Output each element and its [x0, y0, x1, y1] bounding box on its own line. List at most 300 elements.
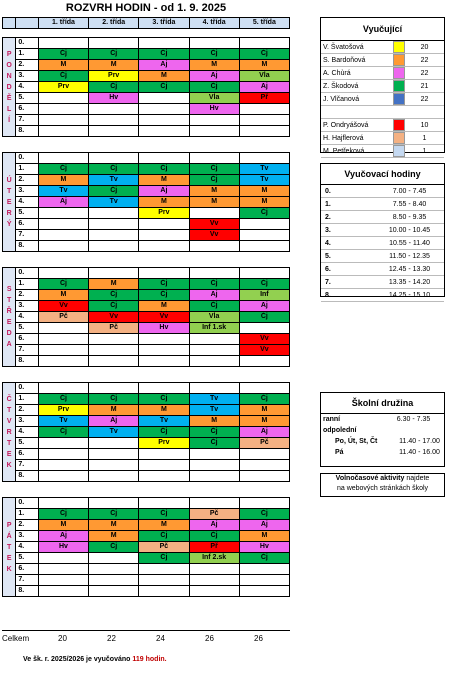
lesson-cell [38, 449, 88, 460]
period-row [3, 586, 290, 597]
lesson-cell [38, 93, 88, 104]
lesson-cell: Tv [189, 405, 239, 416]
lesson-cell: Čj [89, 290, 139, 301]
lesson-cell: Čj [139, 531, 189, 542]
schedule-table [2, 17, 290, 597]
time-row [321, 289, 444, 302]
time-range: 10.55 - 11.40 [389, 239, 430, 247]
class-header: 2. třída [89, 18, 139, 29]
lesson-cell [139, 383, 189, 394]
time-row [321, 198, 444, 211]
period-number: 7. [16, 115, 39, 126]
period-row [3, 93, 290, 104]
lesson-cell [38, 460, 88, 471]
time-row [321, 237, 444, 250]
lesson-cell [38, 219, 88, 230]
lesson-cell [239, 230, 289, 241]
period-number: 2. [16, 520, 39, 531]
lesson-cell [239, 323, 289, 334]
lesson-cell [38, 104, 88, 115]
period-row [3, 449, 290, 460]
lesson-cell: Tv [38, 416, 88, 427]
teacher-name: H. Hajflerová [323, 134, 364, 142]
period-number: 6. [16, 334, 39, 345]
lesson-cell [239, 460, 289, 471]
lesson-cell: Čj [139, 164, 189, 175]
lesson-cell: M [189, 416, 239, 427]
teacher-color-swatch [393, 67, 405, 79]
lesson-cell [139, 126, 189, 137]
lesson-cell: Čj [239, 49, 289, 60]
lesson-cell [89, 586, 139, 597]
period-number: 5. [16, 208, 39, 219]
class-header: 5. třída [239, 18, 289, 29]
druzina-row [321, 447, 444, 458]
period-row [3, 520, 290, 531]
period-number: 2. [16, 405, 39, 416]
period-row [3, 383, 290, 394]
lesson-cell [38, 553, 88, 564]
teacher-row [321, 106, 444, 119]
period-number: 3. [16, 416, 39, 427]
period-row [3, 498, 290, 509]
teacher-row [321, 54, 444, 67]
time-period: 3. [325, 226, 331, 234]
lesson-cell: Prv [139, 438, 189, 449]
lesson-cell [189, 471, 239, 482]
lesson-cell [38, 230, 88, 241]
period-row [3, 427, 290, 438]
lesson-cell [139, 153, 189, 164]
lesson-cell: Pč [38, 312, 88, 323]
lesson-cell [89, 383, 139, 394]
lesson-cell: Čj [139, 49, 189, 60]
day-label-text: ÚTERÝ [6, 176, 12, 228]
lesson-cell [139, 230, 189, 241]
lesson-cell: M [239, 186, 289, 197]
lesson-cell: M [89, 531, 139, 542]
period-number: 0. [16, 383, 39, 394]
lesson-cell [239, 115, 289, 126]
period-number: 2. [16, 290, 39, 301]
lesson-cell: Aj [38, 531, 88, 542]
lesson-cell: Čj [38, 164, 88, 175]
lesson-cell [89, 356, 139, 367]
time-row [321, 211, 444, 224]
lesson-cell [38, 345, 88, 356]
lesson-cell: Tv [38, 186, 88, 197]
period-row [3, 197, 290, 208]
lesson-cell: Inf [239, 290, 289, 301]
lesson-cell: Aj [139, 186, 189, 197]
lesson-cell: Tv [239, 164, 289, 175]
lesson-cell: M [239, 416, 289, 427]
footnote-text: Ve šk. r. 2025/2026 je vyučováno [23, 656, 131, 663]
lesson-cell: Čj [38, 509, 88, 520]
day-label [3, 268, 16, 367]
time-period: 2. [325, 213, 331, 221]
totals-row [2, 630, 290, 645]
lesson-cell: Aj [239, 520, 289, 531]
time-row [321, 185, 444, 198]
lesson-cell: Tv [139, 416, 189, 427]
period-number: 1. [16, 49, 39, 60]
lesson-cell [89, 345, 139, 356]
lesson-cell [239, 383, 289, 394]
teacher-color-swatch [393, 145, 405, 157]
lesson-cell: Čj [89, 394, 139, 405]
lesson-cell [189, 383, 239, 394]
teacher-row [321, 41, 444, 54]
lesson-cell [239, 586, 289, 597]
lesson-cell [89, 230, 139, 241]
lesson-cell: M [89, 520, 139, 531]
time-range: 13.35 - 14.20 [388, 278, 431, 286]
footnote [23, 656, 167, 663]
period-row [3, 115, 290, 126]
lesson-cell: Hv [89, 93, 139, 104]
lesson-cell [239, 498, 289, 509]
lesson-cell [139, 38, 189, 49]
period-row [3, 219, 290, 230]
period-number: 8. [16, 126, 39, 137]
lesson-cell [38, 115, 88, 126]
lesson-cell: Prv [89, 71, 139, 82]
lesson-cell: M [139, 175, 189, 186]
lesson-cell [189, 575, 239, 586]
teacher-color-swatch [393, 93, 405, 105]
teacher-hours: 22 [420, 56, 429, 64]
druzina-row [321, 425, 444, 436]
teacher-name: J. Vlčanová [323, 95, 360, 103]
lesson-cell: M [239, 60, 289, 71]
period-number: 4. [16, 82, 39, 93]
period-row [3, 471, 290, 482]
teacher-name: V. Švatošová [323, 43, 364, 51]
period-row [3, 60, 290, 71]
day-label [3, 383, 16, 482]
period-row [3, 49, 290, 60]
period-number: 4. [16, 312, 39, 323]
lesson-cell: Aj [189, 520, 239, 531]
period-row [3, 164, 290, 175]
period-number: 7. [16, 575, 39, 586]
period-row [3, 38, 290, 49]
volno-link-text: na webových stránkách školy [336, 485, 429, 492]
lesson-cell [38, 564, 88, 575]
lesson-cell [189, 586, 239, 597]
period-row [3, 509, 290, 520]
lesson-cell [89, 126, 139, 137]
lesson-cell: Čj [89, 301, 139, 312]
lesson-cell: Aj [38, 197, 88, 208]
lesson-cell: Tv [89, 175, 139, 186]
lesson-cell: Aj [239, 301, 289, 312]
lesson-cell: Čj [139, 394, 189, 405]
lesson-cell: Čj [38, 279, 88, 290]
period-number: 6. [16, 219, 39, 230]
lesson-cell [89, 471, 139, 482]
lesson-cell [239, 564, 289, 575]
lesson-cell [38, 241, 88, 252]
day-label-text: ČTVRTEK [6, 395, 12, 469]
lesson-cell: Inf 2.sk [189, 553, 239, 564]
period-row [3, 230, 290, 241]
lesson-cell: M [189, 186, 239, 197]
period-number: 0. [16, 153, 39, 164]
footnote-hours: 119 hodin. [132, 656, 167, 663]
period-number: 5. [16, 438, 39, 449]
druzina-title: Školní družina [321, 393, 444, 414]
lesson-cell [239, 471, 289, 482]
lesson-cell: Hv [239, 542, 289, 553]
teacher-row [321, 67, 444, 80]
lesson-cell: Čj [239, 553, 289, 564]
lesson-cell [189, 268, 239, 279]
lesson-cell: Čj [89, 509, 139, 520]
lesson-cell: Aj [139, 60, 189, 71]
lesson-cell [38, 383, 88, 394]
lesson-cell [89, 334, 139, 345]
teacher-color-swatch [393, 54, 405, 66]
class-header: 3. třída [139, 18, 189, 29]
period-row [3, 241, 290, 252]
lesson-cell: Vv [38, 301, 88, 312]
druzina-label: ranní [323, 416, 341, 423]
time-period: 8. [325, 291, 331, 299]
period-number: 1. [16, 279, 39, 290]
period-row [3, 208, 290, 219]
teacher-name: M. Petřeková [323, 147, 365, 155]
lesson-cell: Aj [89, 416, 139, 427]
period-row [3, 564, 290, 575]
period-number: 5. [16, 323, 39, 334]
lesson-cell: Vv [239, 334, 289, 345]
lesson-cell [189, 115, 239, 126]
period-number: 6. [16, 449, 39, 460]
lesson-cell: Vv [139, 312, 189, 323]
time-row [321, 276, 444, 289]
times-title: Vyučovací hodiny [321, 164, 444, 185]
teacher-name: A. Chùrá [323, 69, 351, 77]
lesson-cell: M [38, 520, 88, 531]
lesson-cell [189, 126, 239, 137]
period-number: 1. [16, 509, 39, 520]
page-title: ROZVRH HODIN - od 1. 9. 2025 [65, 2, 227, 14]
lesson-cell: Aj [239, 427, 289, 438]
period-number: 5. [16, 553, 39, 564]
period-row [3, 312, 290, 323]
lesson-cell [38, 471, 88, 482]
lesson-cell: Čj [189, 175, 239, 186]
period-number: 0. [16, 498, 39, 509]
period-number: 0. [16, 38, 39, 49]
teacher-row [321, 80, 444, 93]
lesson-cell: Čj [189, 427, 239, 438]
lesson-cell: M [38, 290, 88, 301]
lesson-cell: M [89, 405, 139, 416]
lesson-cell [139, 564, 189, 575]
lesson-cell: M [189, 197, 239, 208]
period-number: 4. [16, 197, 39, 208]
lesson-cell [189, 449, 239, 460]
druzina-time: 6.30 - 7.35 [396, 416, 431, 423]
period-row [3, 323, 290, 334]
lesson-cell: Pč [139, 542, 189, 553]
period-number: 8. [16, 356, 39, 367]
period-number: 4. [16, 542, 39, 553]
lesson-cell [38, 498, 88, 509]
teacher-name: S. Bardoňová [323, 56, 366, 64]
lesson-cell [38, 334, 88, 345]
lesson-cell: Tv [189, 394, 239, 405]
lesson-cell: Čj [239, 394, 289, 405]
teacher-color-swatch [393, 80, 405, 92]
lesson-cell: Čj [38, 49, 88, 60]
lesson-cell [139, 449, 189, 460]
lesson-cell: Tv [89, 427, 139, 438]
teacher-row [321, 119, 444, 132]
total-value: 20 [58, 633, 67, 643]
lesson-cell: M [38, 60, 88, 71]
time-range: 12.45 - 13.30 [388, 265, 431, 273]
period-number: 1. [16, 394, 39, 405]
lesson-cell [38, 208, 88, 219]
druzina-time: 11.40 - 16.00 [399, 449, 440, 456]
druzina-row [321, 436, 444, 447]
lesson-cell: M [89, 60, 139, 71]
period-number: 7. [16, 230, 39, 241]
volno-text: najdete [404, 475, 430, 482]
lesson-cell: Čj [89, 542, 139, 553]
lesson-cell: Inf 1.sk [189, 323, 239, 334]
lesson-cell: Čj [89, 164, 139, 175]
period-row [3, 531, 290, 542]
period-row [3, 104, 290, 115]
lesson-cell [38, 153, 88, 164]
period-number: 5. [16, 93, 39, 104]
lesson-cell [38, 126, 88, 137]
lesson-cell [189, 356, 239, 367]
volno-panel [320, 473, 445, 497]
lesson-cell [239, 449, 289, 460]
time-period: 7. [325, 278, 331, 286]
lesson-cell [239, 38, 289, 49]
lesson-cell [139, 115, 189, 126]
lesson-cell [189, 564, 239, 575]
lesson-cell [38, 38, 88, 49]
lesson-cell: Prv [38, 82, 88, 93]
period-row [3, 268, 290, 279]
lesson-cell: M [139, 520, 189, 531]
lesson-cell [89, 115, 139, 126]
teacher-color-swatch [393, 41, 405, 53]
teacher-hours: 22 [420, 95, 429, 103]
teacher-hours: 1 [422, 147, 427, 155]
lesson-cell [239, 268, 289, 279]
lesson-cell: M [139, 301, 189, 312]
total-value: 26 [254, 633, 263, 643]
lesson-cell [139, 356, 189, 367]
time-row [321, 224, 444, 237]
lesson-cell: Tv [89, 197, 139, 208]
time-range: 14.25 - 15.10 [388, 291, 431, 299]
lesson-cell: Čj [239, 509, 289, 520]
time-period: 1. [325, 200, 331, 208]
lesson-cell: Čj [139, 509, 189, 520]
lesson-cell: Čj [189, 164, 239, 175]
lesson-cell [189, 208, 239, 219]
lesson-cell [239, 219, 289, 230]
lesson-cell: Čj [139, 279, 189, 290]
lesson-cell [38, 586, 88, 597]
period-number: 7. [16, 345, 39, 356]
lesson-cell: Vla [189, 93, 239, 104]
total-value: 26 [205, 633, 214, 643]
lesson-cell: M [139, 197, 189, 208]
period-number: 3. [16, 186, 39, 197]
teacher-hours: 22 [420, 69, 429, 77]
lesson-cell: M [239, 405, 289, 416]
time-row [321, 263, 444, 276]
lesson-cell: Pč [189, 509, 239, 520]
lesson-cell: Prv [139, 208, 189, 219]
lesson-cell: Aj [189, 290, 239, 301]
time-period: 4. [325, 239, 331, 247]
lesson-cell [89, 564, 139, 575]
lesson-cell: Čj [189, 301, 239, 312]
lesson-cell: Čj [139, 427, 189, 438]
lesson-cell: Hv [139, 323, 189, 334]
lesson-cell [89, 219, 139, 230]
period-number: 8. [16, 471, 39, 482]
lesson-cell: Čj [139, 82, 189, 93]
times-list [321, 185, 444, 302]
period-row [3, 290, 290, 301]
lesson-cell: Vv [189, 230, 239, 241]
lesson-cell [38, 438, 88, 449]
lesson-cell: M [189, 60, 239, 71]
teachers-panel [320, 17, 445, 153]
lesson-cell [89, 208, 139, 219]
lesson-cell: Čj [139, 553, 189, 564]
lesson-cell [89, 460, 139, 471]
lesson-cell: Čj [89, 186, 139, 197]
lesson-cell [189, 38, 239, 49]
lesson-cell [139, 345, 189, 356]
period-number: 6. [16, 564, 39, 575]
lesson-cell: Vla [189, 312, 239, 323]
time-row [321, 250, 444, 263]
lesson-cell: Čj [38, 427, 88, 438]
lesson-cell [239, 241, 289, 252]
period-number: 8. [16, 241, 39, 252]
lesson-cell: Prv [38, 405, 88, 416]
teacher-hours: 20 [420, 43, 429, 51]
period-number: 7. [16, 460, 39, 471]
teacher-name: Z. Škodová [323, 82, 359, 90]
lesson-cell: Čj [239, 208, 289, 219]
period-row [3, 416, 290, 427]
druzina-row [321, 414, 444, 425]
lesson-cell [239, 126, 289, 137]
period-number: 8. [16, 586, 39, 597]
period-row [3, 438, 290, 449]
period-number: 4. [16, 427, 39, 438]
teacher-color-swatch [393, 132, 405, 144]
lesson-cell: Čj [38, 394, 88, 405]
lesson-cell: Hv [38, 542, 88, 553]
